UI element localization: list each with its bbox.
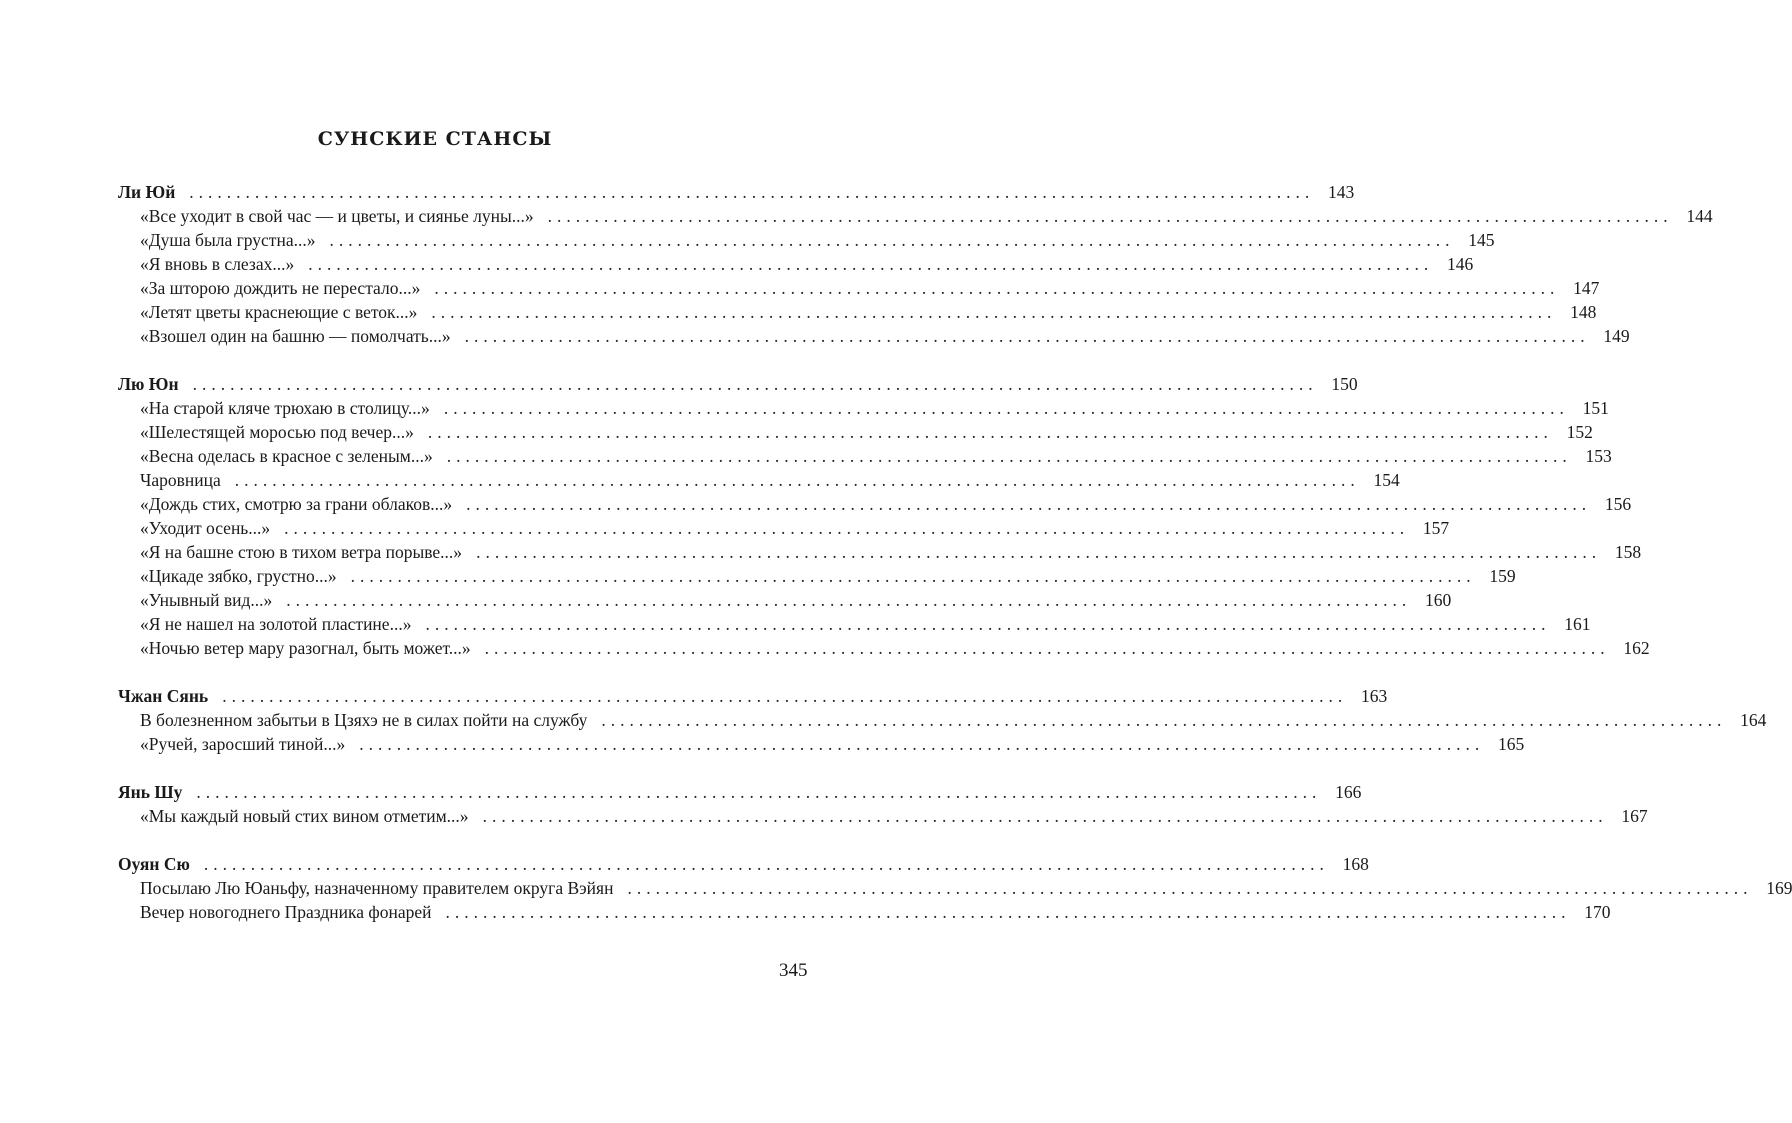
page-reference: 167	[1621, 806, 1648, 826]
dot-leader: ........................................................................................................................	[425, 614, 1551, 634]
poem-title: «Все уходит в свой час — и цветы, и сиянье луны...»	[140, 206, 534, 226]
dot-leader: ........................................................................................................................	[196, 782, 1322, 802]
dot-leader: ........................................................................................................................	[192, 374, 1318, 394]
page-reference: 152	[1566, 422, 1593, 442]
page-reference: 166	[1335, 782, 1362, 802]
poem-title: «Цикаде зябко, грустно...»	[140, 566, 337, 586]
toc-poem-entry	[118, 588, 1452, 612]
page-reference: 151	[1582, 398, 1609, 418]
section-spacer	[118, 828, 752, 852]
toc-poem-entry	[118, 900, 1611, 924]
poem-title: «За шторою дождить не перестало...»	[140, 278, 421, 298]
page-reference: 158	[1614, 542, 1642, 562]
dot-leader: ........................................................................................................................	[431, 302, 1557, 322]
toc-poem-entry	[118, 444, 1612, 468]
toc-author-entry	[118, 852, 1369, 876]
poem-title: «Дождь стих, смотрю за грани облаков...»	[140, 494, 453, 514]
dot-leader: ........................................................................................................................	[445, 902, 1571, 922]
poem-title: «Взошел один на башню — помолчать...»	[140, 326, 451, 346]
poem-title: «Я не нашел на золотой пластине...»	[140, 614, 412, 634]
toc-poem-entry	[118, 708, 1767, 732]
toc-poem-entry	[118, 540, 1642, 564]
page-reference: 165	[1498, 734, 1525, 754]
dot-leader: ........................................................................................................................	[464, 326, 1590, 346]
section-heading: СУНСКИЕ СТАНСЫ	[317, 128, 553, 150]
page-reference: 149	[1603, 326, 1630, 346]
page-reference: 162	[1623, 638, 1650, 658]
section-spacer	[118, 348, 752, 372]
toc-poem-entry	[118, 396, 1609, 420]
poem-title: «Я вновь в слезах...»	[140, 254, 295, 274]
dot-leader: ........................................................................................................................	[547, 206, 1673, 226]
page-reference: 169	[1766, 878, 1792, 898]
page-reference: 159	[1489, 566, 1516, 586]
toc-poem-entry	[118, 732, 1525, 756]
page-reference: 168	[1342, 854, 1369, 874]
poem-title: «Мы каждый новый стих вином отметим...»	[140, 806, 469, 826]
dot-leader: ........................................................................................................................	[222, 686, 1348, 706]
dot-leader: ........................................................................................................................	[359, 734, 1485, 754]
toc-poem-entry	[118, 228, 1495, 252]
dot-leader: ........................................................................................................................	[434, 278, 1560, 298]
poem-title: Посылаю Лю Юаньфу, назначенному правителем округа Вэйян	[140, 878, 614, 898]
toc-poem-entry	[118, 204, 1713, 228]
page-reference: 163	[1360, 686, 1388, 706]
poem-title: «На старой кляче трюхаю в столицу...»	[140, 398, 430, 418]
toc-author-entry	[118, 684, 1388, 708]
page-reference: 148	[1570, 302, 1597, 322]
dot-leader: ........................................................................................................................	[484, 638, 1610, 658]
table-of-contents	[118, 180, 1792, 924]
dot-leader: ........................................................................................................................	[476, 542, 1602, 562]
toc-poem-entry	[118, 492, 1632, 516]
toc-poem-entry	[118, 468, 1400, 492]
dot-leader: ........................................................................................................................	[286, 590, 1412, 610]
dot-leader: ........................................................................................................................	[482, 806, 1608, 826]
toc-author-entry	[118, 780, 1362, 804]
dot-leader: ........................................................................................................................	[443, 398, 1569, 418]
page-reference: 154	[1373, 470, 1400, 490]
poem-title: «Унывный вид...»	[140, 590, 273, 610]
toc-poem-entry	[118, 276, 1600, 300]
page-reference: 170	[1584, 902, 1611, 922]
poem-title: «Летят цветы краснеющие с веток...»	[140, 302, 418, 322]
toc-poem-entry	[118, 300, 1597, 324]
poem-title: «Уходит осень...»	[140, 518, 271, 538]
page-number: 345	[779, 960, 808, 981]
dot-leader: ........................................................................................................................	[350, 566, 1476, 586]
poem-title: В болезненном забытьи в Цзяхэ не в силах пойти на службу	[140, 710, 588, 730]
dot-leader: ........................................................................................................................	[427, 422, 1553, 442]
toc-poem-entry	[118, 516, 1450, 540]
toc-poem-entry	[118, 324, 1630, 348]
dot-leader: ........................................................................................................................	[284, 518, 1410, 538]
author-name: Янь Шу	[118, 782, 183, 802]
dot-leader: ........................................................................................................................	[234, 470, 1360, 490]
page-reference: 153	[1585, 446, 1612, 466]
page-reference: 161	[1564, 614, 1591, 634]
page-reference: 156	[1604, 494, 1632, 514]
toc-author-entry	[118, 180, 1355, 204]
poem-title: «Ручей, заросший тиной...»	[140, 734, 346, 754]
poem-title: Вечер новогоднего Праздника фонарей	[140, 902, 432, 922]
poem-title: «Весна оделась в красное с зеленым...»	[140, 446, 433, 466]
author-name: Ли Юй	[118, 182, 176, 202]
page-reference: 157	[1422, 518, 1450, 538]
page-reference: 164	[1740, 710, 1767, 730]
poem-title: «Шелестящей моросью под вечер...»	[140, 422, 414, 442]
author-name: Чжан Сянь	[118, 686, 209, 706]
toc-poem-entry	[118, 612, 1591, 636]
dot-leader: ........................................................................................................................	[189, 182, 1315, 202]
poem-title: «Ночью ветер мару разогнал, быть может...»	[140, 638, 471, 658]
dot-leader: ........................................................................................................................	[627, 878, 1753, 898]
dot-leader: ........................................................................................................................	[203, 854, 1329, 874]
page-reference: 143	[1328, 182, 1355, 202]
author-name: Лю Юн	[118, 374, 179, 394]
toc-poem-entry	[118, 876, 1792, 900]
dot-leader: ........................................................................................................................	[329, 230, 1455, 250]
page-reference: 144	[1686, 206, 1713, 226]
section-spacer	[118, 756, 752, 780]
dot-leader: ........................................................................................................................	[308, 254, 1434, 274]
page-reference: 146	[1446, 254, 1474, 274]
poem-title: «Я на башне стою в тихом ветра порыве...»	[140, 542, 463, 562]
page-reference: 150	[1331, 374, 1358, 394]
poem-title: Чаровница	[140, 470, 221, 490]
toc-poem-entry	[118, 804, 1648, 828]
page-reference: 160	[1425, 590, 1452, 610]
toc-author-entry	[118, 372, 1358, 396]
section-spacer	[118, 660, 752, 684]
page-reference: 145	[1468, 230, 1495, 250]
toc-poem-entry	[118, 564, 1516, 588]
dot-leader: ........................................................................................................................	[601, 710, 1727, 730]
toc-poem-entry	[118, 420, 1593, 444]
dot-leader: ........................................................................................................................	[466, 494, 1592, 514]
toc-poem-entry	[118, 636, 1650, 660]
author-name: Оуян Сю	[118, 854, 190, 874]
toc-poem-entry	[118, 252, 1474, 276]
poem-title: «Душа была грустна...»	[140, 230, 316, 250]
dot-leader: ........................................................................................................................	[446, 446, 1572, 466]
page-reference: 147	[1573, 278, 1600, 298]
